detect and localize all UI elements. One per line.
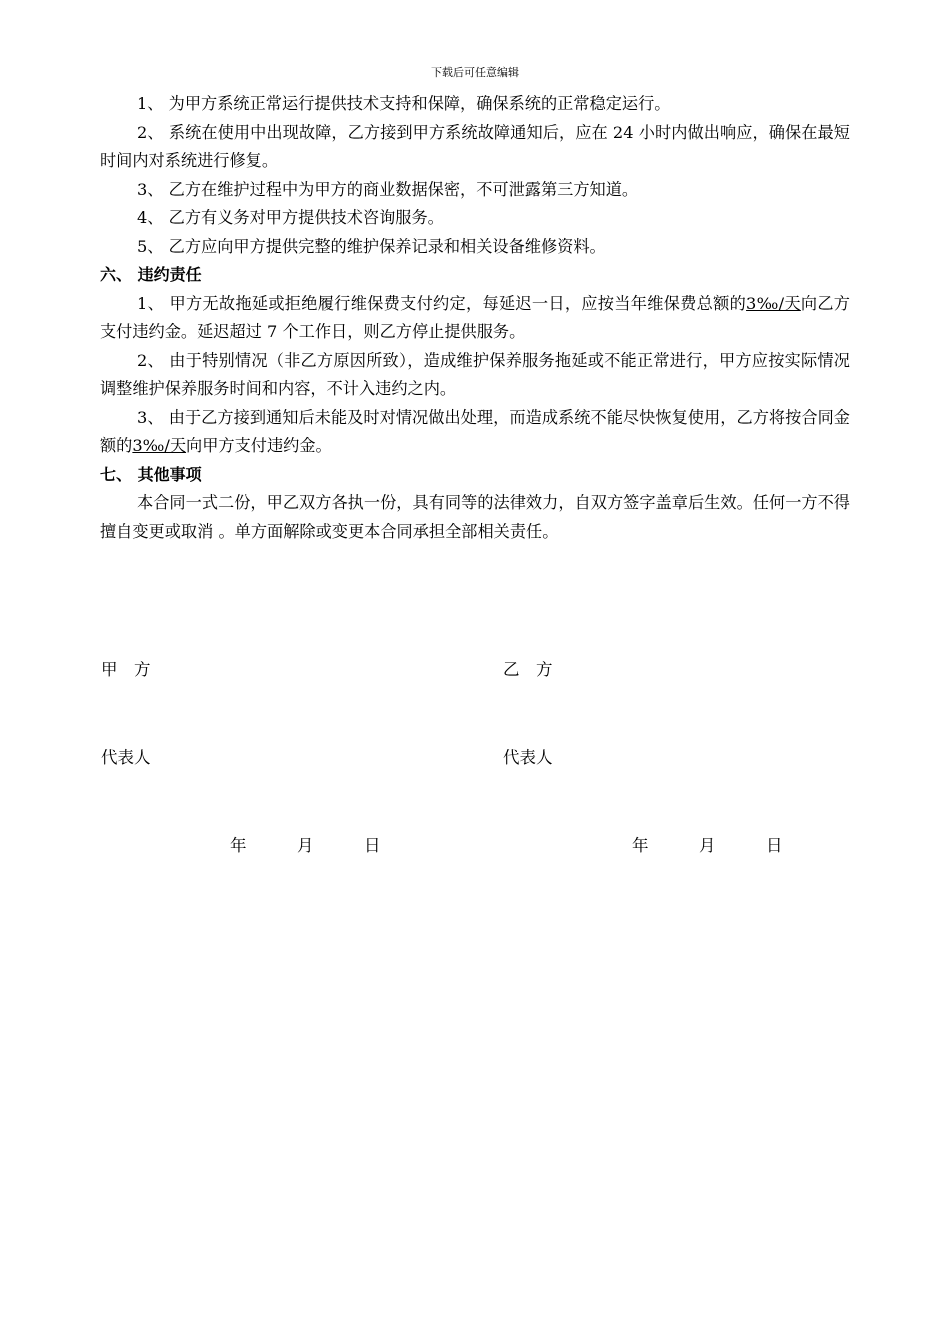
- section6-item-3: [100, 404, 850, 461]
- section6-item-3-text-b: 向甲方支付违约金。: [186, 436, 332, 455]
- section6-heading: 六、 违约责任: [100, 265, 202, 284]
- contract-body: [100, 90, 850, 546]
- page-header: 下载后可任意编辑: [431, 66, 519, 79]
- section5-item-5: 5、 乙方应向甲方提供完整的维护保养记录和相关设备维修资料。: [137, 236, 606, 256]
- party-b-representative-label: 代表人: [503, 748, 553, 767]
- section6-item-1-text-a: 1、 甲方无故拖延或拒绝履行维保费支付约定，每延迟一日，应按当年维保费总额的: [137, 293, 747, 313]
- party-a-date-year: 年: [230, 836, 247, 855]
- section6-item-1: [100, 290, 850, 347]
- party-a-label: 甲 方: [101, 660, 151, 679]
- section6-item-1-text-b: 向乙方支付违约金。延迟超过 7 个工作日，则乙方停止提供服务。: [100, 293, 850, 341]
- section6-item-2: 2、 由于特别情况（非乙方原因所致），造成维护保养服务拖延或不能正常进行，甲方应按实际情况调整维护保养服务时间和内容，不计入违约之内。: [100, 350, 850, 398]
- section5-item-1: 1、 为甲方系统正常运行提供技术支持和保障，确保系统的正常稳定运行。: [137, 94, 671, 113]
- section7-text: 本合同一式二份，甲乙双方各执一份，具有同等的法律效力，自双方签字盖章后生效。任何一方不得擅自变更或取消 。单方面解除或变更本合同承担全部相关责任。: [100, 493, 850, 541]
- penalty-rate-a: 3‰/天: [746, 293, 801, 313]
- penalty-rate-b: 3‰/天: [132, 436, 187, 455]
- section5-item-4: 4、 乙方有义务对甲方提供技术咨询服务。: [137, 208, 444, 227]
- section5-item-3: 3、 乙方在维护过程中为甲方的商业数据保密，不可泄露第三方知道。: [137, 179, 639, 199]
- party-a-date-day: 日: [364, 836, 381, 855]
- party-b-label: 乙 方: [503, 660, 553, 679]
- section6-item-3-text-a: 3、 由于乙方接到通知后未能及时对情况做出处理，而造成系统不能尽快恢复使用，乙方将按合同金额的: [100, 407, 850, 455]
- party-b-date-month: 月: [699, 836, 716, 855]
- section5-item-2: 2、 系统在使用中出现故障，乙方接到甲方系统故障通知后，应在 24 小时内做出响应，确保在最短时间内对系统进行修复。: [100, 122, 850, 170]
- party-a-representative-label: 代表人: [101, 748, 151, 767]
- party-a-date-month: 月: [297, 836, 314, 855]
- party-b-date-day: 日: [766, 836, 783, 855]
- party-b-date-year: 年: [632, 836, 649, 855]
- section7-heading: 七、 其他事项: [100, 464, 202, 484]
